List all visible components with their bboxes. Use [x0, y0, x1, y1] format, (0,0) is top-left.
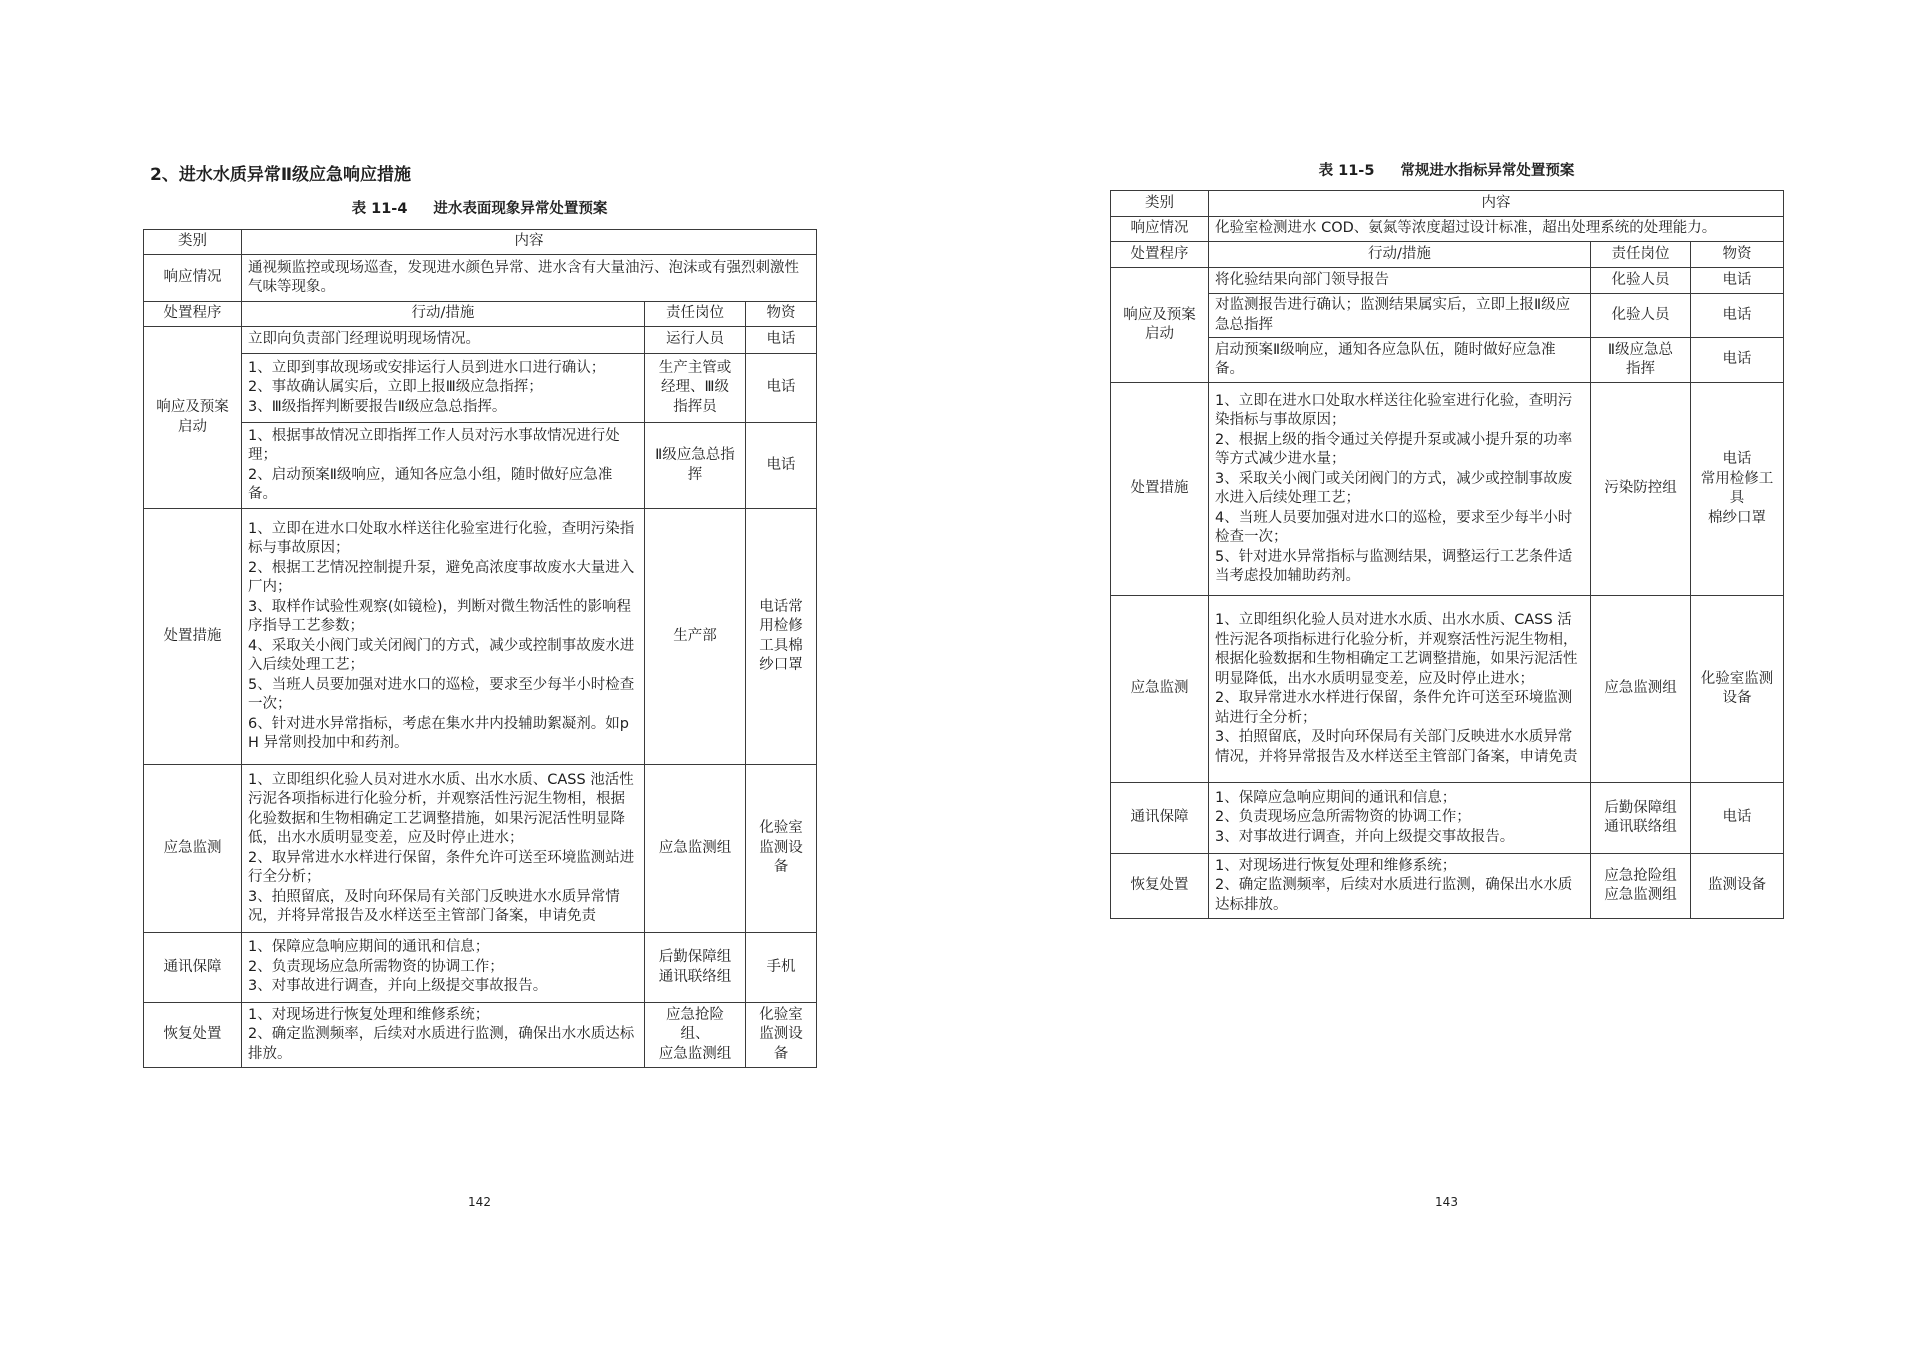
- action-item: 对监测报告进行确认；监测结果属实后，立即上报Ⅱ级应急总指挥: [1215, 297, 1571, 333]
- header-content: 内容: [242, 230, 817, 255]
- supplies-text: 化验室监测设备: [1700, 670, 1774, 706]
- supplies-text: 化验室监测设备: [759, 1006, 803, 1062]
- role-cell: [645, 765, 746, 933]
- column-procedure: 处置程序: [1111, 242, 1209, 268]
- table-row: [144, 354, 817, 423]
- supplies-cell: [1691, 294, 1784, 338]
- action-item: 立即向负责部门经理说明现场情况。: [248, 331, 480, 348]
- role-text: 后勤保障组: [658, 949, 732, 965]
- action-item: 5、针对进水异常指标与监测结果，调整运行工艺条件适当考虑投加辅助药剂。: [1215, 548, 1573, 584]
- supplies-cell: [1691, 338, 1784, 383]
- startup-label: 响应及预案启动: [144, 327, 242, 509]
- action-item: 1、保障应急响应期间的通讯和信息；: [1215, 789, 1457, 806]
- section-label: 应急监测: [1111, 596, 1209, 783]
- action-item: 1、对现场进行恢复处理和维修系统；: [248, 1006, 490, 1023]
- section-label: 恢复处置: [144, 1003, 242, 1068]
- section-label: 处置措施: [1111, 383, 1209, 596]
- action-item: 1、立即在进水口处取水样送往化验室进行化验，查明污染指标与事故原因；: [1215, 392, 1573, 428]
- table-header-row: [144, 230, 817, 255]
- table-row: [1111, 294, 1784, 338]
- action-item: 3、取样作试验性观察(如镜检)，判断对微生物活性的影响程序指导工艺参数；: [248, 598, 632, 634]
- role-text: 应急抢险组、: [666, 1006, 724, 1043]
- columns-header-row: [144, 302, 817, 327]
- supplies-text: 电话: [1722, 306, 1752, 323]
- action-item: 2、取异常进水水样进行保留，条件允许可送至环境监测站进行全分析；: [1215, 690, 1573, 726]
- section-label: 处置措施: [144, 509, 242, 765]
- table-row: [144, 327, 817, 354]
- role-text: 生产部: [673, 627, 717, 644]
- table-row: [144, 1003, 817, 1068]
- section-label: 应急监测: [144, 765, 242, 933]
- table-row: [144, 509, 817, 765]
- role-text: 应急监测组: [1604, 680, 1677, 697]
- action-item: 2、负责现场应急所需物资的协调工作；: [248, 958, 504, 975]
- table-title: [1110, 161, 1783, 181]
- role-cell: [645, 354, 746, 423]
- section-label: 恢复处置: [1111, 854, 1209, 919]
- table-row: [144, 765, 817, 933]
- columns-header-row: [1111, 242, 1784, 268]
- action-item: 1、对现场进行恢复处理和维修系统；: [1215, 857, 1457, 874]
- supplies-cell: [746, 327, 817, 354]
- action-item: 5、当班人员要加强对进水口的巡检，要求至少每半小时检查一次；: [248, 676, 635, 712]
- action-item: 启动预案Ⅱ级响应，通知各应急队伍，随时做好应急准备。: [1215, 341, 1556, 377]
- action-item: 1、立即在进水口处取水样送往化验室进行化验，查明污染指标与事故原因；: [248, 520, 635, 556]
- supplies-cell: [746, 423, 817, 509]
- supplies-text: 电话: [766, 331, 796, 348]
- header-content: 内容: [1209, 191, 1784, 217]
- section-heading: 2、进水水质异常Ⅱ级应急响应措施: [150, 165, 412, 185]
- action-item: 1、立即组织化验人员对进水水质、出水水质、CASS 活性污泥各项指标进行化验分析，并观察活性污泥生物相，根据化验数据和生物相确定工艺调整措施，如果污泥活性明显降低，出水水质明显变差，应及时停止进水；: [1215, 612, 1578, 687]
- action-item: 2、事故确认属实后，立即上报Ⅲ级应急指挥；: [248, 379, 543, 396]
- supplies-text: 电话: [1722, 351, 1752, 368]
- table-label: 表 11-5: [1318, 163, 1375, 179]
- section-label: 通讯保障: [1111, 783, 1209, 854]
- action-cell: [242, 765, 645, 933]
- table-name: 进水表面现象异常处置预案: [433, 201, 608, 217]
- supplies-cell: [746, 509, 817, 765]
- column-action: 行动/措施: [1209, 242, 1591, 268]
- table-11-4: [143, 229, 817, 1068]
- role-cell: [645, 1003, 746, 1068]
- action-item: 2、确定监测频率，后续对水质进行监测，确保出水水质达标排放。: [1215, 877, 1573, 913]
- action-item: 1、保障应急响应期间的通讯和信息；: [248, 939, 490, 956]
- action-cell: [1209, 383, 1591, 596]
- role-cell: [1591, 338, 1691, 383]
- page-number: 143: [1435, 1195, 1458, 1209]
- role-text: Ⅱ级应急总指挥: [1607, 341, 1674, 377]
- role-text: 化验人员: [1611, 271, 1670, 288]
- action-item: 1、根据事故情况立即指挥工作人员对污水事故情况进行处理；: [248, 427, 620, 463]
- table-name: 常规进水指标异常处置预案: [1400, 163, 1575, 179]
- action-item: 2、取异常进水水样进行保留，条件允许可送至环境监测站进行全分析；: [248, 849, 635, 885]
- supplies-text: 电话: [1722, 809, 1752, 826]
- supplies-text: 电话: [766, 456, 796, 473]
- supplies-text: 电话: [1722, 271, 1752, 288]
- action-item: 2、确定监测频率，后续对水质进行监测，确保出水水质达标排放。: [248, 1026, 635, 1062]
- table-row: [144, 423, 817, 509]
- action-item: 3、拍照留底，及时向环保局有关部门反映进水水质异常情况，并将异常报告及水样送至主管部门备案，申请免责: [248, 888, 620, 924]
- role-text: 通讯联络组: [658, 968, 732, 985]
- role-text: 后勤保障组: [1604, 799, 1677, 816]
- supplies-cell: [1691, 783, 1784, 854]
- supplies-cell: [1691, 596, 1784, 783]
- role-text: 污染防控组: [1604, 480, 1677, 497]
- table-row: [1111, 383, 1784, 596]
- supplies-cell: [746, 1003, 817, 1068]
- supplies-cell: [746, 933, 817, 1003]
- action-item: 3、Ⅲ级指挥判断要报告Ⅱ级应急总指挥。: [248, 398, 507, 415]
- column-action: 行动/措施: [242, 302, 645, 327]
- supplies-text: 常用检修工具: [1700, 470, 1774, 506]
- supplies-text: 监测设备: [1708, 877, 1766, 894]
- action-cell: [1209, 783, 1591, 854]
- header-category: 类别: [144, 230, 242, 255]
- role-text: 生产主管或经理、Ⅲ级指挥员: [658, 359, 732, 415]
- role-text: 应急抢险组: [1604, 867, 1677, 884]
- supplies-text: 电话: [766, 379, 796, 396]
- action-item: 3、拍照留底，及时向环保局有关部门反映进水水质异常情况，并将异常报告及水样送至主管部门备案，申请免责: [1215, 729, 1578, 765]
- action-item: 2、根据工艺情况控制提升泵，避免高浓度事故废水大量进入厂内；: [248, 559, 635, 595]
- startup-label: 响应及预案启动: [1111, 268, 1209, 383]
- table-row: [1111, 596, 1784, 783]
- action-item: 2、启动预案Ⅱ级响应，通知各应急小组，随时做好应急准备。: [248, 466, 613, 502]
- table-title: [143, 199, 816, 219]
- role-cell: [1591, 294, 1691, 338]
- table-row: [1111, 268, 1784, 294]
- table-header-row: [1111, 191, 1784, 217]
- column-procedure: 处置程序: [144, 302, 242, 327]
- action-item: 4、采取关小阀门或关闭阀门的方式，减少或控制事故废水进入后续处理工艺；: [248, 637, 635, 673]
- response-label: 响应情况: [144, 255, 242, 302]
- role-cell: [1591, 596, 1691, 783]
- action-item: 2、根据上级的指令通过关停提升泵或减小提升泵的功率等方式减少进水量；: [1215, 431, 1573, 467]
- role-text: 化验人员: [1611, 306, 1670, 323]
- response-text: 化验室检测进水 COD、氨氮等浓度超过设计标准，超出处理系统的处理能力。: [1209, 217, 1784, 242]
- supplies-text: 电话常用检修工具棉纱口罩: [759, 598, 803, 673]
- role-text: 应急监测组: [1604, 887, 1677, 903]
- supplies-text: 化验室监测设备: [759, 820, 803, 876]
- role-cell: [645, 327, 746, 354]
- action-cell: [1209, 854, 1591, 919]
- action-item: 3、采取关小阀门或关闭阀门的方式，减少或控制事故废水进入后续处理工艺；: [1215, 470, 1573, 506]
- action-cell: [242, 354, 645, 423]
- table-row: [144, 933, 817, 1003]
- role-cell: [645, 423, 746, 509]
- action-cell: [242, 1003, 645, 1068]
- header-category: 类别: [1111, 191, 1209, 217]
- response-row: [144, 255, 817, 302]
- table-11-5: [1110, 190, 1784, 919]
- column-role: 责任岗位: [1591, 242, 1691, 268]
- page-number: 142: [468, 1195, 491, 1209]
- action-cell: [242, 509, 645, 765]
- table-label: 表 11-4: [351, 201, 408, 217]
- table-row: [1111, 783, 1784, 854]
- response-text: 通视频监控或现场巡查，发现进水颜色异常、进水含有大量油污、泡沫或有强烈刺激性气味等现象。: [242, 255, 817, 302]
- role-cell: [1591, 383, 1691, 596]
- action-item: 4、当班人员要加强对进水口的巡检，要求至少每半小时检查一次；: [1215, 509, 1573, 545]
- supplies-cell: [1691, 383, 1784, 596]
- role-cell: [645, 509, 746, 765]
- supplies-text: 电话: [1722, 451, 1752, 467]
- role-text: 应急监测组: [658, 1045, 732, 1062]
- supplies-text: 棉纱口罩: [1708, 509, 1766, 526]
- action-item: 2、负责现场应急所需物资的协调工作；: [1215, 809, 1471, 826]
- action-cell: [1209, 268, 1591, 294]
- action-cell: [1209, 294, 1591, 338]
- role-cell: [645, 933, 746, 1003]
- action-item: 6、针对进水异常指标，考虑在集水井内投辅助絮凝剂。如pH 异常则投加中和药剂。: [248, 715, 629, 751]
- action-item: 1、立即到事故现场或安排运行人员到进水口进行确认；: [248, 359, 606, 376]
- role-text: 运行人员: [666, 331, 724, 348]
- role-cell: [1591, 783, 1691, 854]
- action-item: 3、对事故进行调查，并向上级提交事故报告。: [248, 978, 548, 995]
- supplies-cell: [746, 765, 817, 933]
- section-label: 通讯保障: [144, 933, 242, 1003]
- response-label: 响应情况: [1111, 217, 1209, 242]
- table-row: [1111, 854, 1784, 919]
- action-cell: [242, 423, 645, 509]
- column-supplies: 物资: [746, 302, 817, 327]
- column-role: 责任岗位: [645, 302, 746, 327]
- supplies-cell: [1691, 854, 1784, 919]
- role-text: Ⅱ级应急总指挥: [655, 447, 735, 483]
- action-cell: [242, 327, 645, 354]
- supplies-text: 手机: [766, 958, 796, 975]
- action-item: 将化验结果向部门领导报告: [1215, 271, 1389, 288]
- action-cell: [242, 933, 645, 1003]
- role-cell: [1591, 268, 1691, 294]
- supplies-cell: [746, 354, 817, 423]
- role-cell: [1591, 854, 1691, 919]
- role-text: 应急监测组: [658, 839, 732, 856]
- table-row: [1111, 338, 1784, 383]
- supplies-cell: [1691, 268, 1784, 294]
- action-item: 3、对事故进行调查，并向上级提交事故报告。: [1215, 828, 1515, 845]
- action-cell: [1209, 338, 1591, 383]
- action-cell: [1209, 596, 1591, 783]
- role-text: 通讯联络组: [1604, 819, 1677, 835]
- response-row: [1111, 217, 1784, 242]
- action-item: 1、立即组织化验人员对进水水质、出水水质、CASS 池活性污泥各项指标进行化验分析，并观察活性污泥生物相，根据化验数据和生物相确定工艺调整措施，如果污泥活性明显降低，出水水质明显变差，应及时停止进水；: [248, 771, 634, 846]
- column-supplies: 物资: [1691, 242, 1784, 268]
